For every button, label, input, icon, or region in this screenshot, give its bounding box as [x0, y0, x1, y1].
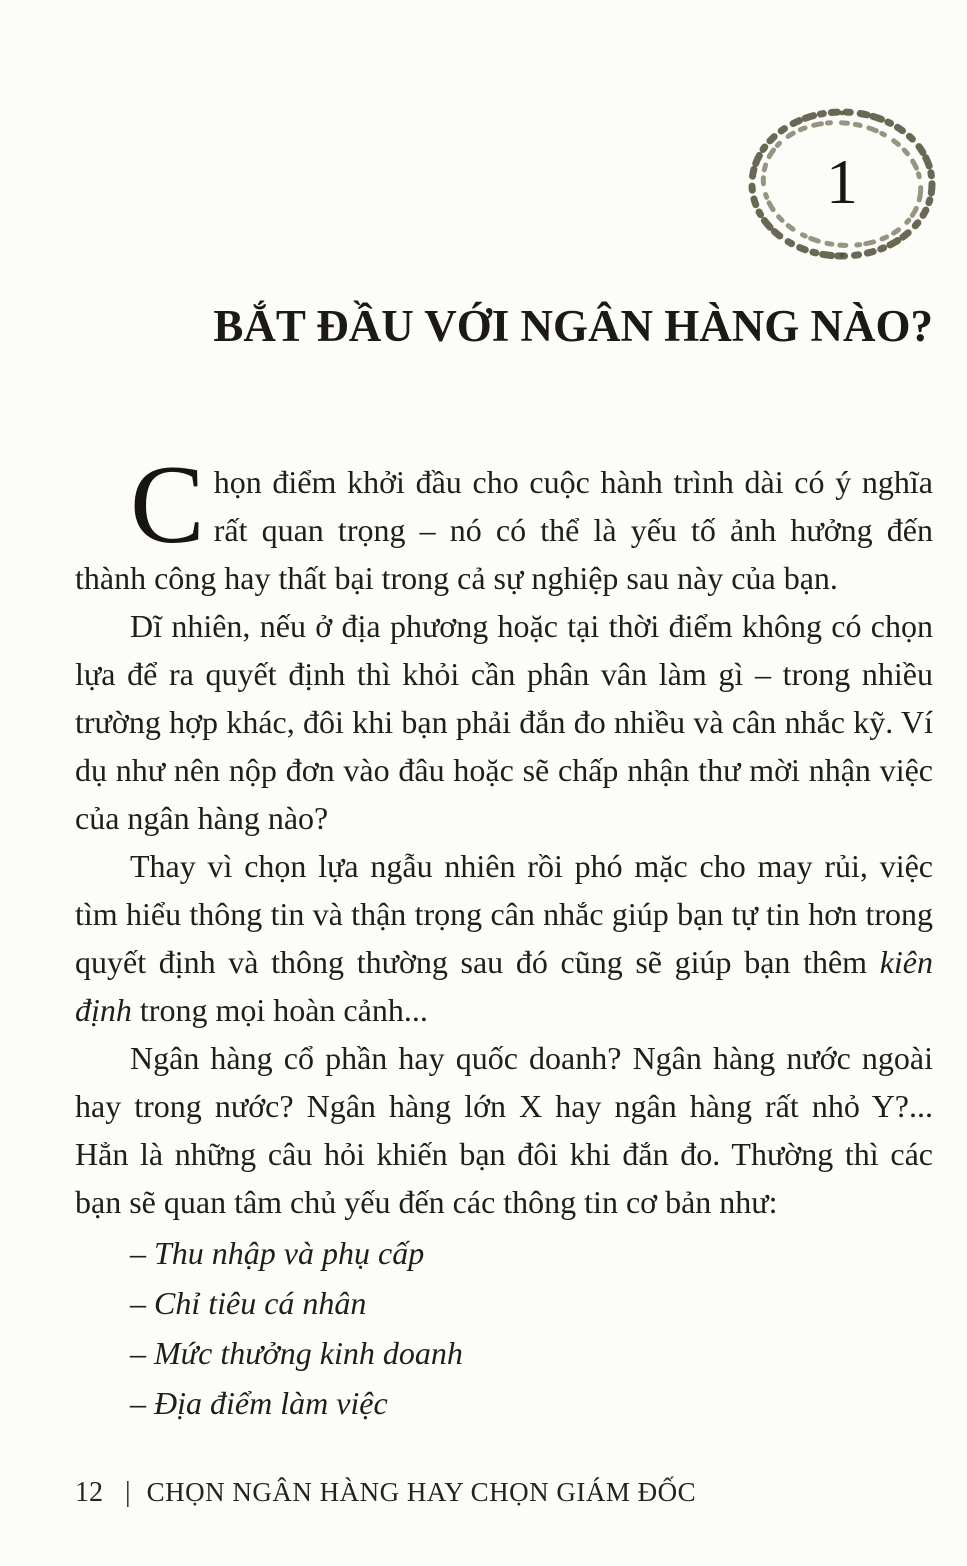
- list-item-location: – Địa điểm làm việc: [130, 1385, 388, 1421]
- paragraph-3-text: Thay vì chọn lựa ngẫu nhiên rồi phó mặc cho may rủi, việc tìm hiểu thông tin và thận trọng cân nhắc giúp bạn tự tin hơn trong quyết định và thông thường sau đó cũng sẽ giúp bạn thêm: [75, 848, 933, 980]
- body-text: [75, 443, 933, 1428]
- list-item-bonus: – Mức thưởng kinh doanh: [130, 1335, 463, 1371]
- paragraph-2: Dĩ nhiên, nếu ở địa phương hoặc tại thời điểm không có chọn lựa để ra quyết định thì khỏi cần phân vân làm gì – trong nhiều trường hợp khác, đôi khi bạn phải đắn đo nhiều và cân nhắc kỹ. Ví dụ như nên nộp đơn vào đâu hoặc sẽ chấp nhận thư mời nhận việc của ngân hàng nào?: [75, 608, 933, 836]
- paragraph-opening: [75, 443, 933, 602]
- paragraph-3-emphasis: kiên định: [75, 944, 933, 1028]
- page-footer: [75, 1477, 696, 1509]
- topic-list: [75, 1228, 933, 1428]
- footer-divider: |: [125, 1477, 131, 1508]
- paragraph-4: Ngân hàng cổ phần hay quốc doanh? Ngân hàng nước ngoài hay trong nước? Ngân hàng lớn X hay ngân hàng rất nhỏ Y?... Hẳn là những câu hỏi khiến bạn đôi khi đắn đo. Thường thì các bạn sẽ quan tâm chủ yếu đến các thông tin cơ bản như:: [75, 1040, 933, 1220]
- chapter-ornament: [742, 96, 942, 272]
- chapter-title: BẮT ĐẦU VỚI NGÂN HÀNG NÀO?: [213, 301, 933, 351]
- paragraph-3-text-cont: trong mọi hoàn cảnh...: [131, 992, 428, 1028]
- list-item-targets: – Chỉ tiêu cá nhân: [130, 1285, 367, 1321]
- paragraph-3: [75, 842, 933, 1034]
- chapter-number: 1: [826, 146, 858, 217]
- running-title: CHỌN NGÂN HÀNG HAY CHỌN GIÁM ĐỐC: [146, 1477, 697, 1507]
- paragraph-opening-text: họn điểm khởi đầu cho cuộc hành trình dài có ý nghĩa rất quan trọng – nó có thể là yếu tố ảnh hưởng đến thành công hay thất bại trong cả sự nghiệp sau này của bạn.: [75, 464, 933, 596]
- list-item-income: – Thu nhập và phụ cấp: [130, 1235, 425, 1271]
- page-number: 12: [75, 1477, 103, 1508]
- dropcap-letter: C: [130, 443, 205, 567]
